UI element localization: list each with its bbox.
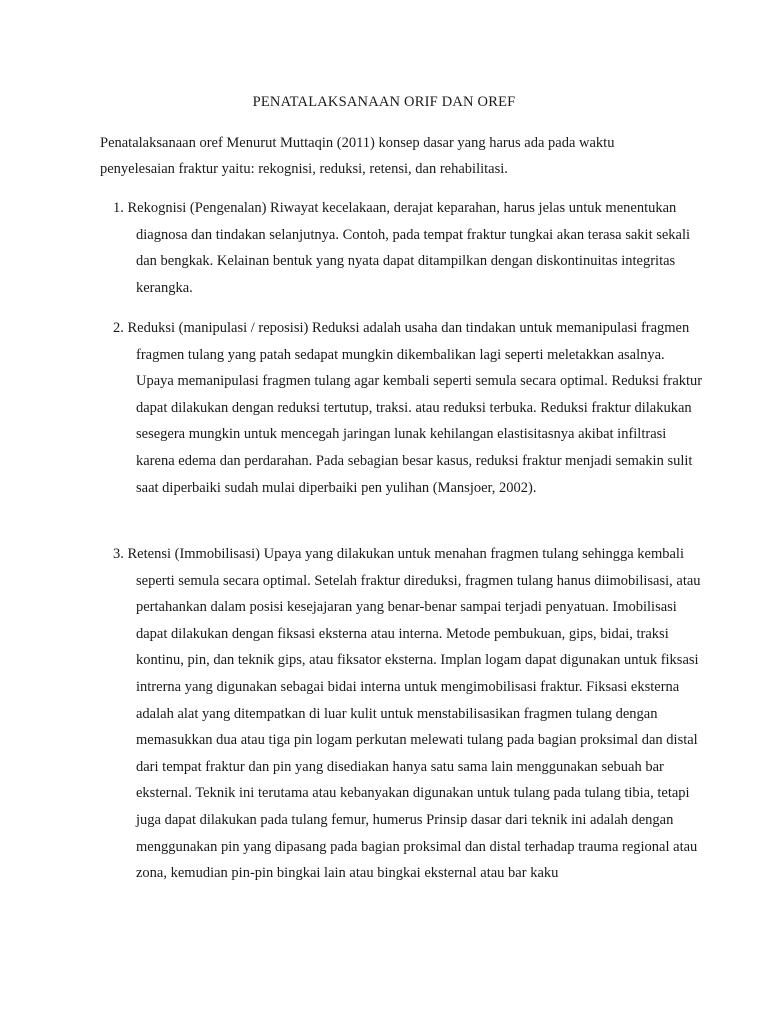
list-item-rekognisi: 1. Rekognisi (Pengenalan) Riwayat kecelakaan, derajat keparahan, harus jelas untuk menentukan diagnosa dan tindakan selanjutnya. Contoh, pada tempat fraktur tungkai akan terasa sakit sekali dan bengkak. Kelainan bentuk yang nyata dapat ditampilkan dengan diskontinuitas integritas kerangka. — [113, 200, 691, 296]
list-item-retensi: 3. Retensi (Immobilisasi) Upaya yang dilakukan untuk menahan fragmen tulang sehingga kembali seperti semula secara optimal. Setelah fraktur direduksi, fragmen tulang hanus diimobilisasi, atau pertahankan dalam posisi kesejajaran yang benar-benar sampai terjadi penyatuan. Imobilisasi dapat dilakukan dengan fiksasi eksterna atau interna. Metode pembukuan, gips, bidai, traksi kontinu, pin, dan teknik gips, atau fiksator eksterna. Implan logam dapat digunakan untuk fiksasi intrerna yang digunakan sebagai bidai interna untuk mengimobilisasi fraktur. Fiksasi eksterna adalah alat yang ditempatkan di luar kulit untuk menstabilisasikan fragmen tulang dengan memasukkan dua atau tiga pin logam perkutan melewati tulang pada bagian proksimal dan distal dari tempat fraktur dan pin yang disediakan hanya satu sama lain menggunakan sebuah bar eksternal. Teknik ini terutama atau kebanyakan digunakan untuk tulang pada tulang tibia, tetapi juga dapat dilakukan pada tulang femur, humerus Prinsip dasar dari teknik ini adalah dengan menggunakan pin yang dipasang pada bagian proksimal dan distal terhadap trauma regional atau zona, kemudian pin-pin bingkai lain atau bingkai eksternal atau bar kaku — [113, 546, 701, 882]
list-item-reduksi: 2. Reduksi (manipulasi / reposisi) Reduksi adalah usaha dan tindakan untuk memanipulasi fragmen fragmen tulang yang patah sedapat mungkin dikembalikan lagi seperti meletakkan asalnya. Upaya memanipulasi fragmen tulang agar kembali seperti semula secara optimal. Reduksi fraktur dapat dilakukan dengan reduksi tertutup, traksi. atau reduksi terbuka. Reduksi fraktur dilakukan sesegera mungkin untuk mencegah jaringan lunak kehilangan elastisitasnya akibat infiltrasi karena edema dan perdarahan. Pada sebagian besar kasus, reduksi fraktur menjadi semakin sulit saat diperbaiki sudah mulai diperbaiki pen yulihan (Mansjoer, 2002). — [113, 320, 703, 496]
intro-paragraph: Penatalaksanaan oref Menurut Muttaqin (2011) konsep dasar yang harus ada pada waktu penyelesaian fraktur yaitu: rekognisi, reduksi, retensi, dan rehabilitasi. — [100, 135, 615, 177]
document-title: PENATALAKSANAAN ORIF DAN OREF — [252, 94, 516, 110]
